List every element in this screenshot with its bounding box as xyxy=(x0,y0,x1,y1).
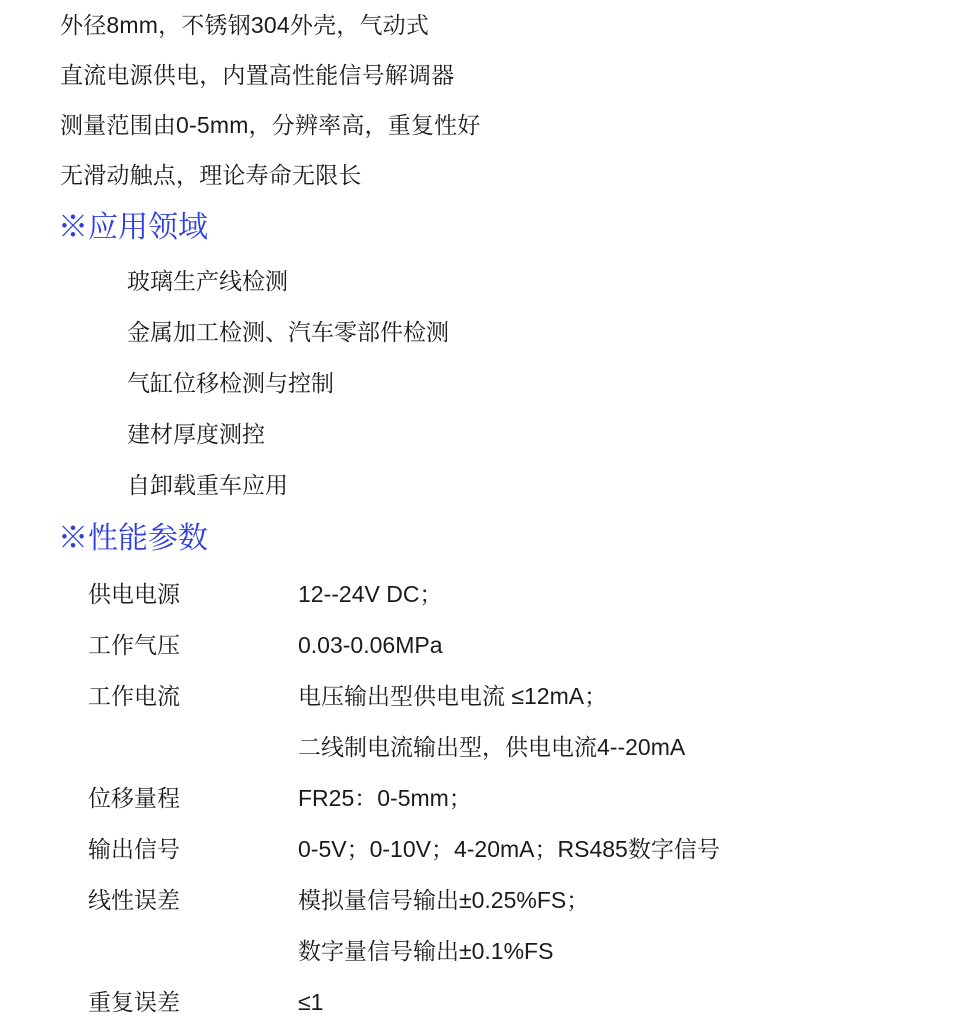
spec-label: 线性误差 xyxy=(88,887,180,913)
feature-item: 无滑动触点，理论寿命无限长 xyxy=(60,162,362,188)
spec-label: 重复误差 xyxy=(88,989,180,1015)
spec-label: 工作电流 xyxy=(88,683,180,709)
spec-value: 0.03-0.06MPa xyxy=(298,632,443,658)
table-row xyxy=(88,977,720,1028)
applications-heading-label: 应用领域 xyxy=(88,211,208,244)
spec-value xyxy=(298,875,720,977)
performance-spec-table xyxy=(88,569,720,1028)
section-marker-icon: ※ xyxy=(58,522,88,555)
feature-item: 外径8mm，不锈钢304外壳，气动式 xyxy=(60,12,430,38)
feature-item: 测量范围由0-5mm，分辨率高，重复性好 xyxy=(60,112,481,138)
spec-value xyxy=(298,671,720,773)
table-row xyxy=(88,824,720,875)
spec-value-main: 电压输出型供电电流 ≤12mA； xyxy=(298,683,608,709)
spec-value-extra: 二线制电流输出型，供电电流4--20mA xyxy=(298,734,686,760)
spec-value: 0-5V；0-10V；4-20mA；RS485数字信号 xyxy=(298,836,720,862)
spec-value: 12--24V DC； xyxy=(298,581,443,607)
feature-item: 直流电源供电，内置高性能信号解调器 xyxy=(60,62,455,88)
spec-value: ≤1 xyxy=(298,989,324,1015)
table-row xyxy=(88,620,720,671)
list-item: 气缸位移检测与控制 xyxy=(127,370,334,396)
applications-heading xyxy=(0,200,960,256)
spec-value-extra: 数字量信号输出±0.1%FS xyxy=(298,938,554,964)
section-marker-icon: ※ xyxy=(58,211,88,244)
list-item: 玻璃生产线检测 xyxy=(127,268,288,294)
list-item: 金属加工检测、汽车零部件检测 xyxy=(127,319,449,345)
list-item: 建材厚度测控 xyxy=(127,421,265,447)
performance-heading-label: 性能参数 xyxy=(88,522,208,555)
spec-value-main: 模拟量信号输出±0.25%FS； xyxy=(298,887,590,913)
feature-list xyxy=(0,0,960,200)
table-row xyxy=(88,875,720,977)
table-row xyxy=(88,773,720,824)
spec-value: FR25：0-5mm； xyxy=(298,785,472,811)
performance-heading xyxy=(0,511,960,567)
table-row xyxy=(88,569,720,620)
list-item: 自卸载重车应用 xyxy=(127,472,288,498)
applications-list xyxy=(0,256,960,511)
table-row xyxy=(88,671,720,773)
spec-label: 工作气压 xyxy=(88,632,180,658)
spec-label: 位移量程 xyxy=(88,785,180,811)
spec-label: 输出信号 xyxy=(88,836,180,862)
spec-label: 供电电源 xyxy=(88,581,180,607)
